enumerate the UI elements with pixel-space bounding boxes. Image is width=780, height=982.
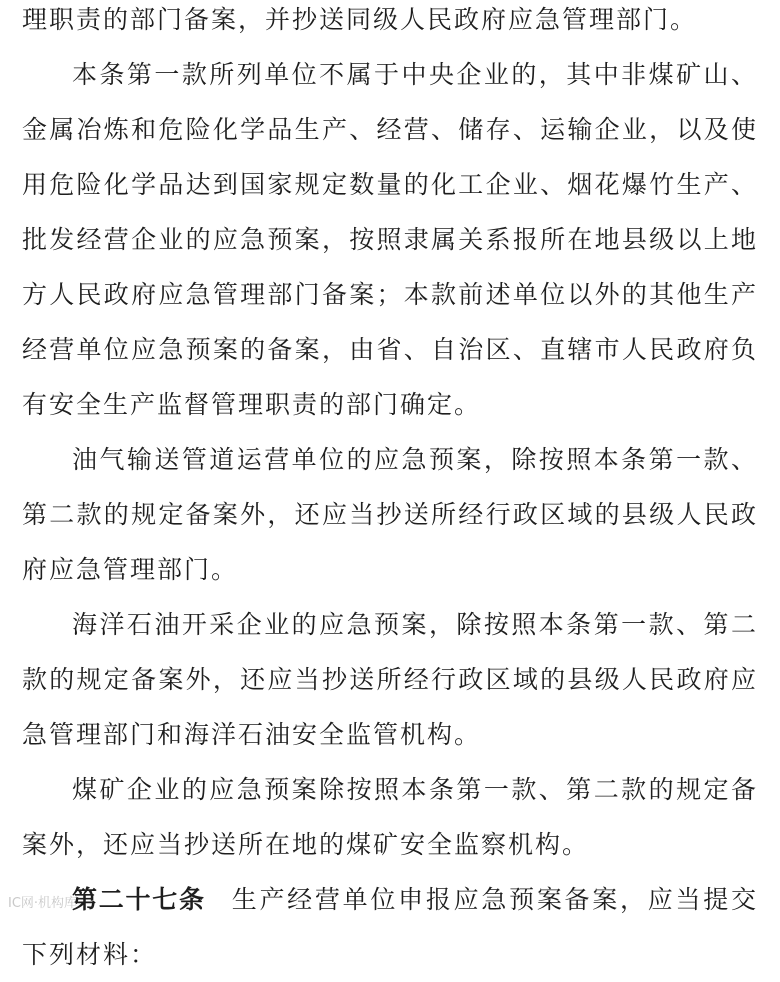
paragraph-coal-mine: 煤矿企业的应急预案除按照本条第一款、第二款的规定备案外，还应当抄送所在地的煤矿安全监察机构。 xyxy=(22,775,758,859)
article-27-text: 生产经营单位申报应急预案备案，应当提交下列材料： xyxy=(22,885,758,969)
document-body xyxy=(22,0,758,982)
paragraph-offshore-oil: 海洋石油开采企业的应急预案，除按照本条第一款、第二款的规定备案外，还应当抄送所经行政区域的县级人民政府应急管理部门和海洋石油安全监管机构。 xyxy=(22,610,758,749)
paragraph-continued: 理职责的部门备案，并抄送同级人民政府应急管理部门。 xyxy=(22,5,698,34)
paragraph-non-central-enterprises: 本条第一款所列单位不属于中央企业的，其中非煤矿山、金属冶炼和危险化学品生产、经营、储存、运输企业，以及使用危险化学品达到国家规定数量的化工企业、烟花爆竹生产、批发经营企业的应急预案，按照隶属关系报所在地县级以上地方人民政府应急管理部门备案；本款前述单位以外的其他生产经营单位应急预案的备案，由省、自治区、直辖市人民政府负有安全生产监督管理职责的部门确定。 xyxy=(22,60,758,419)
watermark: IC网·机构库 xyxy=(8,896,78,911)
article-27-title: 第二十七条 xyxy=(72,885,206,914)
paragraph-pipeline-operators: 油气输送管道运营单位的应急预案，除按照本条第一款、第二款的规定备案外，还应当抄送所经行政区域的县级人民政府应急管理部门。 xyxy=(22,445,758,584)
article-27-paragraph xyxy=(22,872,758,982)
